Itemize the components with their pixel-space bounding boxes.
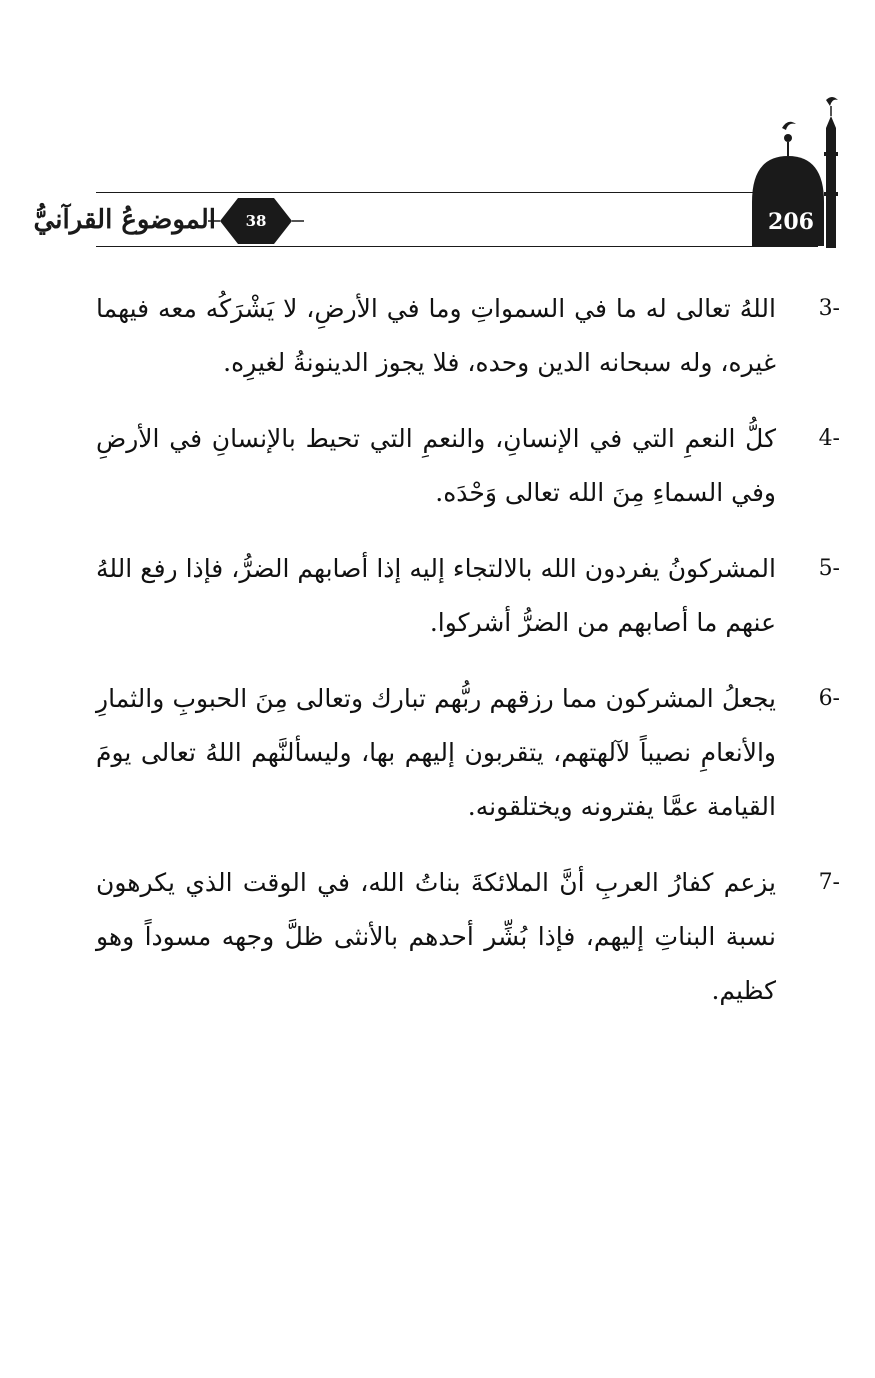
list-item-number: 7- bbox=[818, 870, 840, 895]
list-item-text: كلُّ النعمِ التي في الإنسانِ، والنعمِ التي تحيط بالإنسانِ في الأرضِ وفي السماءِ مِنَ الله تعالى وَحْدَه. bbox=[96, 424, 776, 507]
numbered-list bbox=[96, 282, 840, 1040]
list-item-number: 5- bbox=[818, 556, 840, 581]
chapter-number: 38 bbox=[245, 212, 267, 230]
list-item bbox=[96, 856, 840, 1018]
series-title-calligraphy: الموضوعُ القرآنيُّ bbox=[33, 205, 216, 235]
list-item-number: 6- bbox=[818, 686, 840, 711]
list-item-text: المشركونُ يفردون الله بالالتجاء إليه إذا أصابهم الضرُّ، فإذا رفع اللهُ عنهم ما أصابهم من الضرُّ أشركوا. bbox=[96, 554, 776, 637]
list-item-text: يزعم كفارُ العربِ أنَّ الملائكةَ بناتُ الله، في الوقت الذي يكرهون نسبة البناتِ إليهم، فإذا بُشِّر أحدهم بالأنثى ظلَّ وجهه مسوداً وهو كظيم. bbox=[96, 868, 776, 1005]
page-number: 206 bbox=[768, 209, 814, 235]
list-item-text: اللهُ تعالى له ما في السمواتِ وما في الأرضِ، لا يَشْرَكُه معه فيهما غيره، وله سبحانه الدين وحده، فلا يجوز الدينونةُ لغيرِه. bbox=[96, 294, 776, 377]
list-item bbox=[96, 412, 840, 520]
list-item-text: يجعلُ المشركون مما رزقهم ربُّهم تبارك وتعالى مِنَ الحبوبِ والثمارِ والأنعامِ نصيباً لآلهتهم، يتقربون إليهم بها، وليسألنَّهم اللهُ تعالى يومَ القيامة عمَّا يفترونه ويختلقونه. bbox=[96, 684, 776, 821]
list-item-number: 3- bbox=[818, 296, 840, 321]
list-item bbox=[96, 282, 840, 390]
list-item bbox=[96, 672, 840, 834]
list-item bbox=[96, 542, 840, 650]
page-header bbox=[33, 92, 840, 262]
list-item-number: 4- bbox=[818, 426, 840, 451]
